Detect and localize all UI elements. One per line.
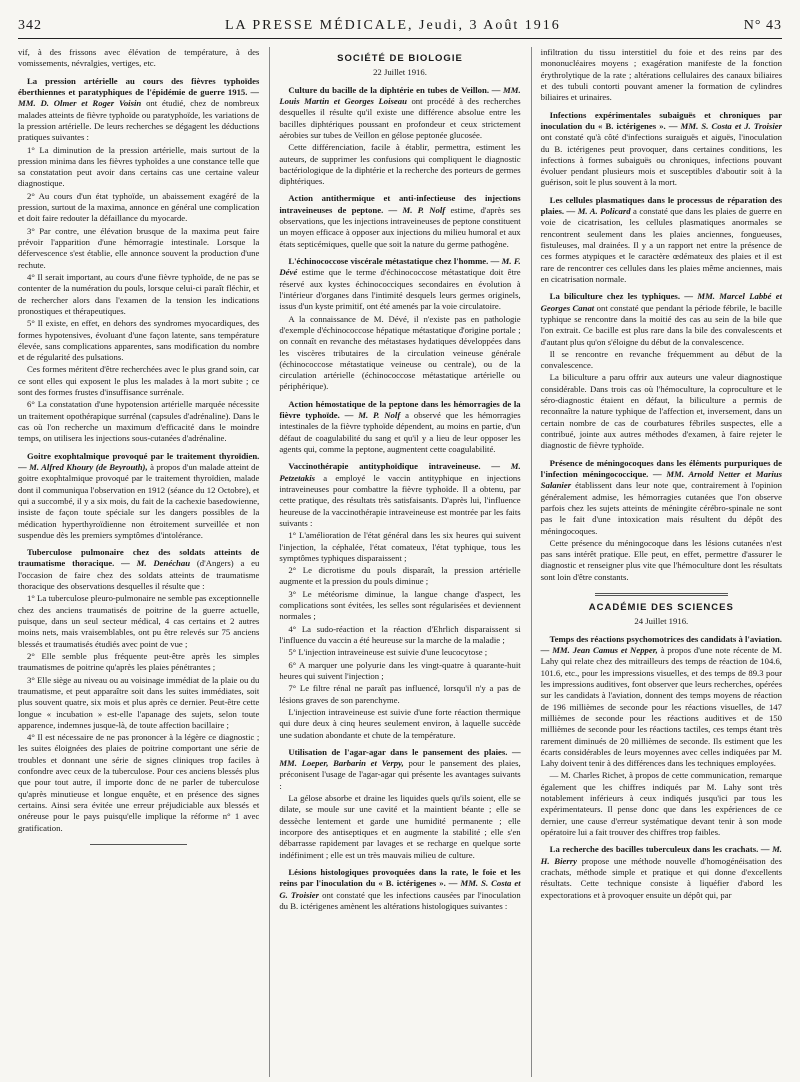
article-title: La recherche des bacilles tuberculeux dans les crachats. <box>549 844 759 855</box>
article-paragraph: 1° La diminution de la pression artérielle, mais surtout de la pression minima dans les fièvres typhoïdes a une constance telle que sa constatation peut avoir dans certains cas une certaine valeur diagnostique. <box>18 144 260 189</box>
article-paragraph: Ces formes méritent d'être recherchées avec le plus grand soin, car ce sont elles qui exposent le plus les malades à la mort subite ; ce sont des formes frustes d'insuffisance surrénale. <box>18 364 260 398</box>
column-2 <box>269 47 520 1077</box>
section-divider <box>595 593 728 596</box>
article-paragraph: 6° A marquer une polyurie dans les vingt-quatre à quarante-huit heures qui suivent l'injection ; <box>279 659 521 681</box>
article-infections-experimentales <box>541 110 782 189</box>
article-title: L'échinococcose viscérale métastatique chez l'homme. <box>288 256 489 267</box>
article-body: ont constaté que pendant la période fébrile, le bacille typhique se rencontre dans la moitié des cas au sein de la bile que l'on extrait. Ce bacille est plus rare dans la bile des convalescents et d'autant plus qu'on s'éloigne du début de la convalescence. <box>540 302 782 347</box>
article-author: — MM. D. Olmer et Roger Voisin <box>18 86 260 109</box>
article-body: à propos d'une note récente de M. Lahy qui relate chez des mitrailleurs des temps de réaction de 104.6, 101.6, etc., pour les impressions visuelles, et des temps de 89.3 pour les impressions auditives, font observer que leurs recherches, opérées sur les candidats à l'aviation, donnent des temps moyens de réaction de 196 millièmes de seconde pour les réactions visuelles, de 147 millièmes de seconde pour les réactions auditives et de 150 millièmes de seconde pour les réactions tactiles, ces temps étant très rarement diminués de 20 millièmes de seconde. Ils estiment que les écarts considérables de leurs moyennes avec celles indiquées par M. Lahy doivent tenir à des différences dans les techniques employées. <box>540 645 782 769</box>
page-header <box>18 18 782 39</box>
article-paragraph: 7° Le filtre rénal ne paraît pas influencé, lorsqu'il n'y a pas de lésions graves de son parenchyme. <box>279 683 521 705</box>
article-author: — MM. Loeper, Barbarin et Verpy, <box>279 746 521 769</box>
article-reactions-psychomotrices <box>541 634 782 839</box>
article-goitre <box>18 451 259 542</box>
article-bacilles-tuberculeux <box>541 844 782 901</box>
article-title: Présence de méningocoques dans les éléments purpuriques de l'infection méningococcique. <box>540 457 782 479</box>
article-paragraph: 4° Il serait important, au cours d'une fièvre typhoïde, de ne pas se contenter de la numération du pouls, lorsque celui-ci paraît fléchir, et de rechercher alors dans l'examen de la tension les indications pronostiques et thérapeutiques. <box>18 271 260 316</box>
article-author: — M. Alfred Khoury (de Beyrouth), <box>18 461 148 472</box>
article-author: — M. Denéchau <box>121 558 191 569</box>
session-date: 24 Juillet 1916. <box>634 616 689 627</box>
article-title: Utilisation de l'agar-agar dans le pansement des plaies. <box>288 746 508 757</box>
article-paragraph: Cette différenciation, facile à établir, permettra, estiment les auteurs, de supprimer les confusions qui compliquent le diagnostic bactériologique de la diphtérie et la recherche des porteurs de germes diphtériques. <box>279 142 521 187</box>
article-title: Les cellules plasmatiques dans le processus de réparation des plaies. <box>540 194 782 217</box>
article-paragraph: 2° Elle semble plus fréquente peut-être après les simples traumatismes de poitrine qu'après les plaies pénétrantes ; <box>18 650 260 673</box>
article-body: ont constaté que les infections causées par l'inoculation du B. ictérigenes amènent les altérations histologiques suivantes : <box>279 889 521 911</box>
article-author: — M. P. Nolf <box>344 410 401 421</box>
continued-text: infiltration du tissu interstitiel du foie et des reins par des mononucléaires moyens ; exagération manifeste de la fonction érythrolytique de la rate ; altérations cellulaires des canaux biliaires et des tubuli contorti pouvant amener la formation de cylindres biliaires et urinaires. <box>540 47 782 103</box>
article-title: Goitre exophtalmique provoqué par le traitement thyroïdien. <box>27 450 260 461</box>
article-lead: a employé le vaccin antityphique en injections intraveineuses pour combattre la fièvre typhoïde. Il a obtenu, par cette pratique, des résultats très satisfaisants. D'après lui, l'influence heureuse de la vaccinothérapie intraveineuse est montrée par les faits suivants : <box>279 472 521 528</box>
article-paragraph: 3° Elle siège au niveau ou au voisinage immédiat de la plaie ou du traumatisme, et peut apparaître soit dans les suites immédiates, soit plus souvent quatre, six mois et plus après ce dernier. Peut-être cette longue « incubation » est-elle l'apanage des sujets, selon toute apparence, indemnes jusque-là, de toute affection bacillaire ; <box>18 674 260 730</box>
article-body: ont procédé à des recherches desquelles il résulte qu'il existe une différence absolue entre les bacilles diphtériques poussant en profondeur et ceux strictement aérobies sur tubes de Veillon en gélose peptonée glucosée. <box>279 95 521 140</box>
article-title: Infections expérimentales subaiguës et chroniques par inoculation du « B. ictérigenes ». <box>540 109 782 131</box>
section-divider <box>90 844 187 845</box>
article-biliculture <box>541 291 782 451</box>
article-paragraph: 3° Le météorisme diminue, la langue change d'aspect, les complications sont évitées, les selles sont régularisées et deviennent normales ; <box>279 588 521 622</box>
article-author: — M. A. Policard <box>566 206 631 217</box>
article-paragraph: 2° Au cours d'un état typhoïde, un abaissement exagéré de la pression, surtout de la maxima, annonce en général une complication et doit faire redouter la défaillance du myocarde. <box>18 190 260 224</box>
article-body: a constaté que dans les plaies de guerre en voie de cicatrisation, les cellules plasmatiques anormales se rencontrent seulement dans les plaies anciennes, fongueuses, fistuleuses, mal drainées. Il y a un rapport net entre la présence de ces formes atypiques et le caractère œdémateux des plaies et il est rare de rencontrer ces cellules dans les plaies même anciennes, mais en cicatrisation normale. <box>540 206 782 284</box>
article-body: a observé que les hémorragies intestinales de la fièvre typhoïde dépendent, au moins en partie, d'un défaut de coagulabilité du sang et qu'il y a lieu de leur opposer les agents qui, comme la peptone, augmentent cette coagulabilité. <box>279 410 521 455</box>
article-echinococcose <box>279 256 520 393</box>
article-paragraph: — M. Charles Richet, à propos de cette communication, remarque également que les chiffres indiqués par M. Lahy sont très notablement inférieurs à ceux indiqués jusqu'ici par tous les expérimentateurs. Il pense donc que dans les expériences de ce dernier, une cause d'erreur systématique devant tenir à son mode opératoire lui a fait trouver des chiffres trop faibles. <box>540 770 782 838</box>
article-tuberculose <box>18 547 259 834</box>
article-agar-agar <box>279 747 520 861</box>
article-paragraph: 4° La sudo-réaction et la réaction d'Ehrlich disparaissent si l'influence du vaccin a été heureuse sur la marche de la maladie ; <box>279 623 521 646</box>
article-title: Action antithermique et anti-infectieuse des injections intraveineuses de peptone. <box>279 193 521 215</box>
article-author: — M. Petzetakis <box>279 461 521 483</box>
article-author: — MM. S. Costa et J. Troisier <box>668 120 782 131</box>
article-title: Action hémostatique de la peptone dans les hémorragies de la fièvre typhoïde. <box>279 398 521 421</box>
society-heading: SOCIÉTÉ DE BIOLOGIE <box>337 53 463 64</box>
article-paragraph: La biliculture a paru offrir aux auteurs une valeur diagnostique considérable. Dans trois cas où l'hémoculture, la coproculture et le séro-diagnostic étaient en défaut, la biliculture a permis de reconnaître la nature typhique de l'affection et, inversement, dans un certain nombre de cas de courbatures fébriles suspectes, elle a contribué, jointe aux autres méthodes d'examen, à faire rejeter le diagnostic de fièvre typhoïde. <box>540 372 782 451</box>
article-title: Vaccinothérapie antityphoïdique intraveineuse. <box>288 461 481 472</box>
publication-title: LA PRESSE MÉDICALE, Jeudi, 3 Août 1916 <box>224 18 561 33</box>
article-paragraph: 6° La constatation d'une hypotension artérielle marquée nécessite un traitement opothérapique surrénal (capsules d'adrénaline). Dans le cas où l'on recherche un maximum d'efficacité dans le moindre temps, on utilisera les injections sous-cutanées d'adrénaline. <box>18 399 260 444</box>
article-diphterie <box>279 85 520 188</box>
article-title: Tuberculose pulmonaire chez des soldats atteints de traumatisme thoracique. <box>18 547 260 569</box>
article-paragraph: 3° Par contre, une élévation brusque de la maxima peut faire prévoir l'apparition d'une hémorragie intestinale. Lorsque la défervescence s'est établie, elle annonce souvent la production d'une rechute. <box>18 225 260 270</box>
article-author: — M. P. Nolf <box>388 204 446 215</box>
article-cellules-plasmatiques <box>541 195 782 286</box>
article-author: — MM. Marcel Labbé et Georges Canat <box>540 291 782 313</box>
article-paragraph: 4° Il est nécessaire de ne pas prononcer à la légère ce diagnostic ; les suites éloignées des plaies de poitrine comportant une série de troubles et donnant une série de signes cliniques trop faciles à confondre avec ceux de la tuberculose. Pour ces anciens blessés plus que pour tout autre, il importe donc de ne parler de tuberculose qu'après minutieuse et longue enquête, et en présence des signes certains. Ainsi sera évitée une erreur préjudiciable aux blessés et onéreuse pour le pays puisqu'elle implique la réforme n° 1 avec gratification. <box>18 732 260 833</box>
article-peptone-hemostatique <box>279 399 520 456</box>
text-columns <box>18 47 782 1077</box>
article-paragraph: 1° La tuberculose pleuro-pulmonaire ne semble pas exceptionnelle chez des anciens traumatisés de poitrine de la guerre actuelle, puisque, dans un seul secteur médical, 4 cas certains et 2 autres moins nets, mais vraisemblables, ont pu être relevés sur 75 anciens blessés et traumatisés étudiés avec point de vue ; <box>18 593 260 649</box>
article-lead: ont étudié, chez de nombreux malades atteints de fièvre typhoïde ou paratyphoïde, les variations de la pression artérielle. De leurs recherches se dégagent les déductions pratiques suivantes : <box>18 98 260 143</box>
article-peptone-antithermique <box>279 193 520 250</box>
article-title: Temps des réactions psychomotrices des candidats à l'aviation. <box>549 633 782 644</box>
article-lead: (d'Angers) a eu l'occasion de faire chez des soldats atteints de traumatisme thoracique des observations desquelles il résulte que : <box>18 558 260 592</box>
article-author: — MM. Jean Camus et Nepper, <box>540 645 658 656</box>
issue-number: N° 43 <box>743 18 782 33</box>
article-meningocoques <box>541 458 782 583</box>
article-body: estime que le terme d'échinococcose métastatique doit être réservé aux kystes échinococciques secondaires en évolution à l'intérieur d'organes dans l'intimité desquels leurs germes originels, issus d'un kyste primitif, ont été amenés par la voie circulatoire. <box>279 267 521 312</box>
article-title: Culture du bacille de la diphtérie en tubes de Veillon. <box>288 84 490 95</box>
continued-text: vif, à des frissons avec élévation de température, à des vomissements, névralgies, vertiges, etc. <box>18 47 260 69</box>
article-paragraph: Il se rencontre en revanche fréquemment au début de la convalescence. <box>540 348 782 371</box>
article-paragraph: 5° Il existe, en effet, en dehors des syndromes myocardiques, des formes hypotensives, évoluant d'une façon latente, sans température élevée, sans complications apparentes, sans modification du nombre et de régularité des pulsations. <box>18 318 260 363</box>
article-lesions-histologiques <box>279 867 520 912</box>
article-body: estime, d'après ses observations, que les injections intraveineuses de peptone constituent un moyen efficace à opposer aux injections du milieu humoral et aux états septicémiques, quelle que soit la nature du germe pathogène. <box>279 204 521 249</box>
article-body: propose une méthode nouvelle d'homogénéisation des crachats, méthode simple et pratique et qui donne d'excellents résultats. Cette technique consiste à liquéfier d'abord les expectorations et à provoquer ensuite un dépôt qui, par <box>540 855 782 900</box>
article-paragraph: A la connaissance de M. Dévé, il n'existe pas en pathologie d'exemple d'échinococcose hépatique métastatique d'origine portale ; on connaît en revanche des métastases hydatiques développées dans les viscères tributaires de la circulation veineuse générale (échinococcose métastatique veineuse ou centrale), ou de la circulation artérielle (échinococcose métastatique artérielle ou périphérique). <box>279 313 521 392</box>
article-body: établissent dans leur note que, contrairement à l'opinion généralement admise, les hémorragies cutanées que l'on observe parfois chez les sujets atteints de méningite cérébro-spinale ne sont pas le fait d'une intoxication mais résultent du dépôt des méningocoques. <box>540 480 782 536</box>
article-author: — MM. S. Costa et G. Troisier <box>279 878 521 900</box>
article-body: à propos d'un malade atteint de goitre exophtalmique provoqué par le traitement thyroïdien, malade dont il communiqua l'observation en 1912 (séance du 12 Octobre), et qui a succombé, il y a six mois, du fait de la cachexie basedowienne, insiste de façon toute spéciale sur les dangers possibles de la médication hyperthyroïdienne non étroitement surveillée et non suspendue dès les premiers symptômes d'intolérance. <box>18 461 260 540</box>
article-title: La pression artérielle au cours des fièvres typhoïdes éberthiennes et paratyphiques de l'épidémie de guerre 1915. <box>18 75 260 97</box>
article-author: — M. F. Dévé <box>279 256 521 278</box>
column-1 <box>18 47 259 1077</box>
article-paragraph: 2° Le dicrotisme du pouls disparaît, la pression artérielle augmente et la pression du pouls diminue ; <box>279 565 521 587</box>
article-vaccinotherapie <box>279 461 520 741</box>
article-title: La biliculture chez les typhiques. <box>549 291 680 302</box>
article-author: — M. H. Bierry <box>540 844 782 866</box>
article-paragraph: 5° L'injection intraveineuse est suivie d'une leucocytose ; <box>288 647 488 658</box>
article-pression-arterielle <box>18 76 259 445</box>
article-paragraph: Cette présence du méningocoque dans les lésions cutanées n'est pas sans intérêt pratique. Elle peut, en effet, permettre d'assurer le diagnostic et renseigner plus vite que l'hémoculture dont les résultats sont loin d'être constants. <box>540 537 782 582</box>
article-author: — MM. Louis Martin et Georges Loiseau <box>279 84 521 106</box>
column-3 <box>531 47 782 1077</box>
article-title: Lésions histologiques provoquées dans la rate, le foie et les reins par l'inoculation du « B. ictérigenes ». <box>279 866 521 889</box>
article-body: ont constaté qu'à côté d'infections suraiguës et aiguës, l'inoculation du B. ictérigenes peut provoquer, dans certaines conditions, les infections à formes subaiguës ou chroniques, infections pouvant évoluer pendant plusieurs mois et susceptibles d'aboutir soit à la guérison, soit le plus souvent à la mort. <box>540 132 782 188</box>
article-author: — MM. Arnold Netter et Marius Salanier <box>540 468 782 491</box>
article-paragraph: L'injection intraveineuse est suivie d'une forte réaction thermique qui dure deux à cinq heures seulement environ, à laquelle succède une sudation abondante et chute de la température. <box>279 706 521 740</box>
article-lead: pour le pansement des plaies, préconisent l'usage de l'agar-agar qui présente les avantages suivants : <box>279 758 521 791</box>
article-paragraph: La gélose absorbe et draine les liquides quels qu'ils soient, elle se dilate, se moule sur une cavité et la maintient béante ; elle se dessèche lentement et garde une humidité permanente ; elle incorpore des antiseptiques et en augmente la stabilité ; elle s'en débarrasse rapidement par lavages et se recharge en quelque sorte indéfiniment ; elle est un très mauvais milieu de culture. <box>279 793 521 860</box>
page-number: 342 <box>18 18 42 33</box>
academy-heading: ACADÉMIE DES SCIENCES <box>588 602 734 614</box>
session-date: 22 Juillet 1916. <box>373 67 427 78</box>
article-paragraph: 1° L'amélioration de l'état général dans les six heures qui suivent l'injection, la céphalée, l'état comateux, l'état typhique, tous les symptômes typhiques disparaissent ; <box>279 530 521 563</box>
